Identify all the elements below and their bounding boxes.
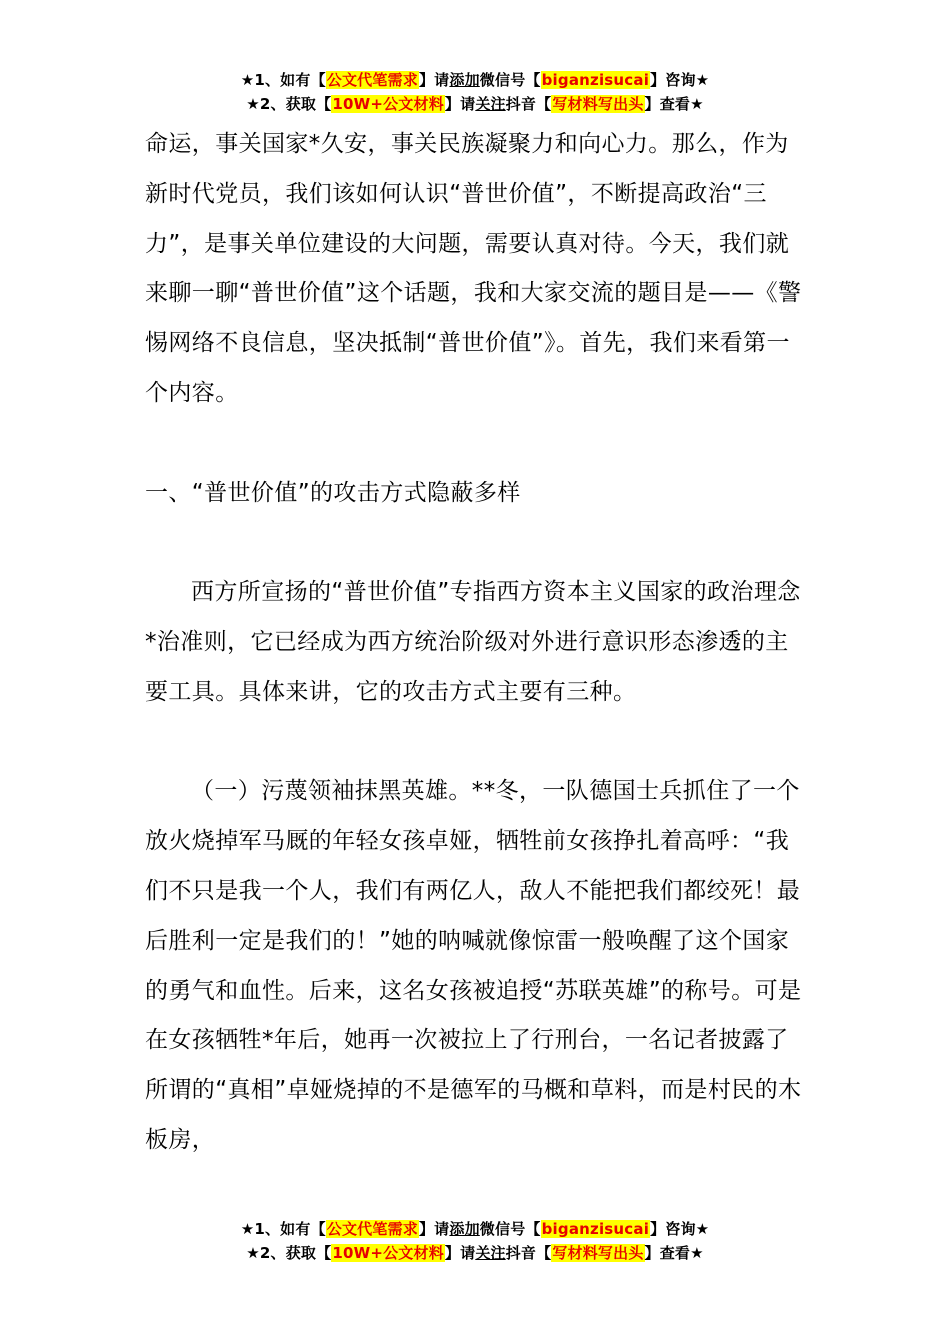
promo-text: 】查看★: [644, 95, 704, 113]
promo-text: 】咨询★: [650, 71, 710, 89]
promo-text: ★2、获取【: [246, 1244, 332, 1262]
promo-line-1: [0, 1217, 950, 1241]
promo-text: 微信号【: [479, 71, 541, 89]
promo-text: ★1、如有【: [240, 1220, 326, 1238]
promo-highlight: 公文代笔需求: [326, 71, 418, 89]
promo-banner-bottom: [0, 1217, 950, 1265]
promo-text: 】请: [444, 95, 476, 113]
promo-line-2: [0, 1241, 950, 1265]
document-body: [145, 120, 810, 1166]
promo-highlight: 写材料写出头: [552, 1244, 644, 1262]
promo-highlight: 写材料写出头: [552, 95, 644, 113]
promo-line-1: [0, 68, 950, 92]
promo-text: 】请: [418, 71, 450, 89]
promo-text: 】请: [418, 1220, 450, 1238]
promo-text: ★2、获取【: [246, 95, 332, 113]
promo-line-2: [0, 92, 950, 116]
promo-text: ★1、如有【: [240, 71, 326, 89]
promo-highlight: biganzisucai: [541, 71, 650, 89]
promo-highlight: 10W+公文材料: [332, 95, 444, 113]
promo-text: 抖音【: [505, 1244, 552, 1262]
promo-text: 】请: [444, 1244, 476, 1262]
paragraph-section-1: 西方所宣扬的“普世价值”专指西方资本主义国家的政治理念*治准则，它已经成为西方统治阶级对外进行意识形态渗透的主要工具。具体来讲，它的攻击方式主要有三种。: [145, 579, 801, 705]
promo-text: 微信号【: [479, 1220, 541, 1238]
promo-highlight: 公文代笔需求: [326, 1220, 418, 1238]
promo-underlined: 添加: [449, 1220, 480, 1238]
promo-highlight: 10W+公文材料: [332, 1244, 444, 1262]
promo-text: 】查看★: [644, 1244, 704, 1262]
promo-underlined: 关注: [475, 1244, 506, 1262]
promo-highlight: biganzisucai: [541, 1220, 650, 1238]
promo-text: 】咨询★: [650, 1220, 710, 1238]
promo-underlined: 添加: [449, 71, 480, 89]
promo-banner-top: [0, 68, 950, 116]
section-heading: 一、“普世价值”的攻击方式隐蔽多样: [145, 479, 521, 506]
promo-text: 抖音【: [505, 95, 552, 113]
paragraph-subsection-1: （一）污蔑领袖抹黑英雄。**冬，一队德国士兵抓住了一个放火烧掉军马厩的年轻女孩卓娅，牺牲前女孩挣扎着高呼：“我们不只是我一个人，我们有两亿人，敌人不能把我们都绞死！最后胜利一定是我们的！”她的呐喊就像惊雷一般唤醒了这个国家的勇气和血性。后来，这名女孩被追授“苏联英雄”的称号。可是在女孩牺牲*年后，她再一次被拉上了行刑台，一名记者披露了所谓的“真相”卓娅烧掉的不是德军的马概和草料，而是村民的木板房，: [145, 778, 802, 1153]
paragraph-intro: 命运，事关国家*久安，事关民族凝聚力和向心力。那么，作为新时代党员，我们该如何认识“普世价值”，不断提高政治“三力”，是事关单位建设的大问题，需要认真对待。今天，我们就来聊一聊“普世价值”这个话题，我和大家交流的题目是——《警惕网络不良信息，坚决抵制“普世价值”》。首先，我们来看第一个内容。: [145, 131, 802, 406]
promo-underlined: 关注: [475, 95, 506, 113]
